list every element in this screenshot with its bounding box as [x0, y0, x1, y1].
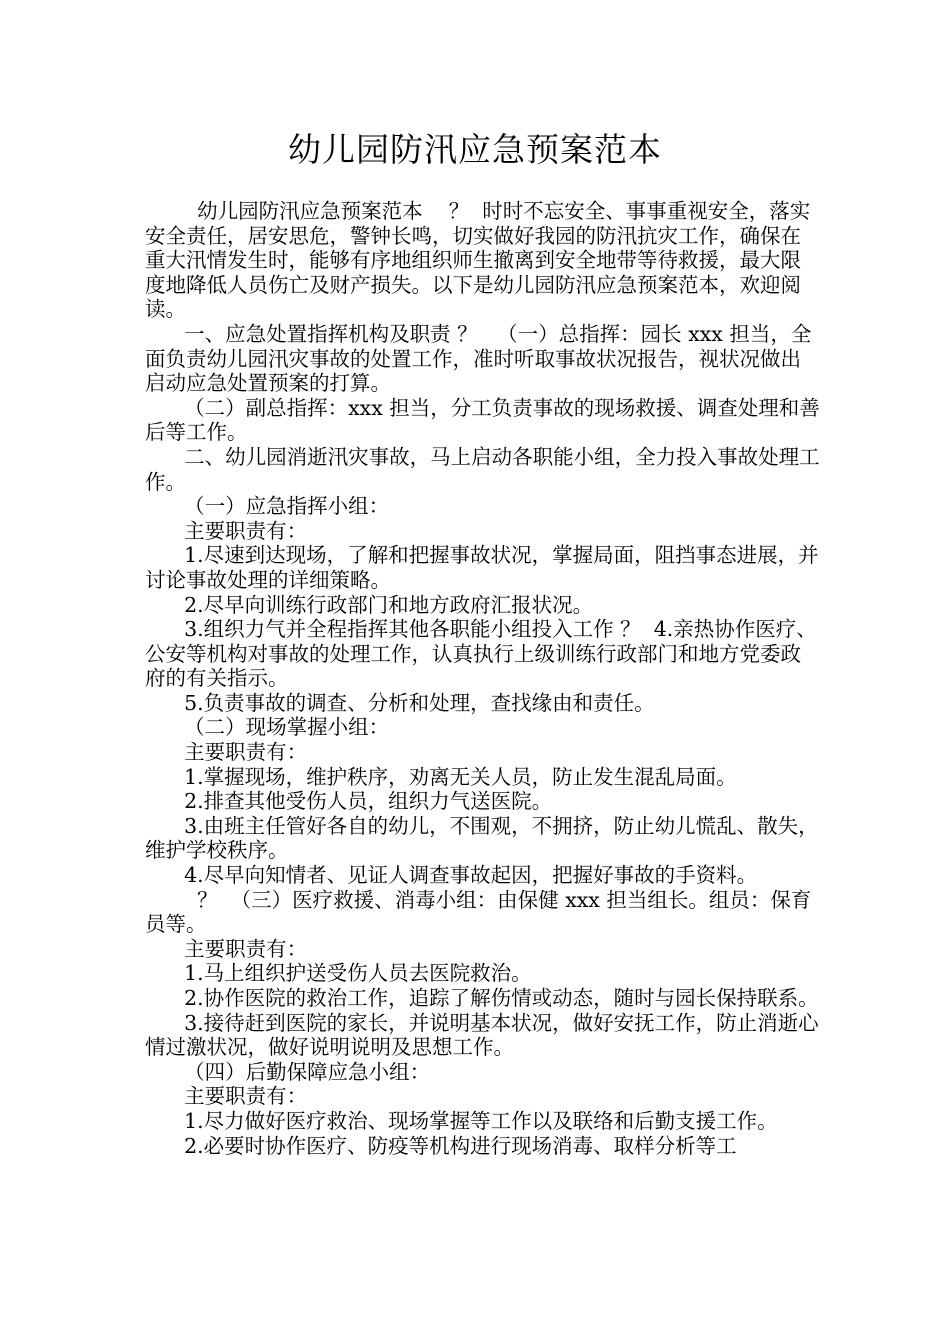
- list-item: 3.由班主任管好各自的幼儿，不围观，不拥挤，防止幼儿慌乱、散失，维护学校秩序。: [145, 813, 819, 863]
- group-four-heading: （四）后勤保障应急小组：: [145, 1059, 431, 1084]
- list-item: 3.接待赶到医院的家长，并说明基本状况，做好安抚工作，防止消逝心情过激状况，做好说明说明及思想工作。: [145, 1010, 819, 1060]
- duties-label: 主要职责有：: [145, 518, 308, 543]
- intro-paragraph: 幼儿园防汛应急预案范本 ？ 时时不忘安全、事事重视安全，落实安全责任，居安思危，警钟长鸣，切实做好我园的防汛抗灾工作，确保在重大汛情发生时，能够有序地组织师生撤离到安全地带等待救援，最大限度地降低人员伤亡及财产损失。以下是幼儿园防汛应急预案范本，欢迎阅读。: [145, 199, 811, 322]
- list-item: 1.掌握现场，维护秩序，劝离无关人员，防止发生混乱局面。: [145, 764, 737, 789]
- list-item: 5.负责事故的调查、分析和处理，查找缘由和责任。: [145, 690, 655, 715]
- group-three-heading: ？ （三）医疗救援、消毒小组：由保健 xxx 担当组长。组员：保育员等。: [145, 887, 812, 937]
- list-item: 2.必要时协作医疗、防疫等机构进行现场消毒、取样分析等工: [145, 1133, 737, 1158]
- section-two-heading: 二、幼儿园消逝汛灾事故，马上启动各职能小组，全力投入事故处理工作。: [145, 444, 820, 494]
- duties-label: 主要职责有：: [145, 936, 308, 961]
- list-item: 3.组织力气并全程指挥其他各职能小组投入工作 ？ 4.亲热协作医疗、公安等机构对事故的处理工作，认真执行上级训练行政部门和地方党委政府的有关指示。: [145, 617, 817, 691]
- section-one-heading: 一、应急处置指挥机构及职责 ？ （一）总指挥：园长 xxx 担当，全面负责幼儿园汛灾事故的处置工作，准时听取事故状况报告，视状况做出启动应急处置预案的打算。: [145, 321, 812, 396]
- group-two-heading: （二）现场掌握小组：: [145, 715, 390, 740]
- list-item: 2.协作医院的救治工作，追踪了解伤情或动态，随时与园长保持联系。: [145, 986, 819, 1010]
- document-body: [145, 199, 820, 1158]
- list-item: 1.尽速到达现场，了解和把握事故状况，掌握局面，阻挡事态进展，并讨论事故处理的详细策略。: [145, 543, 819, 592]
- list-item: 1.尽力做好医疗救治、现场掌握等工作以及联络和后勤支援工作。: [145, 1108, 778, 1133]
- list-item: 4.尽早向知情者、见证人调查事故起因，把握好事故的手资料。: [145, 863, 758, 888]
- document-title: 幼儿园防汛应急预案范本: [288, 130, 662, 169]
- list-item: 2.排查其他受伤人员，组织力气送医院。: [145, 789, 553, 814]
- list-item: 1.马上组织护送受伤人员去医院救治。: [145, 961, 532, 986]
- group-one-heading: （一）应急指挥小组：: [145, 494, 390, 519]
- duties-label: 主要职责有：: [145, 740, 308, 765]
- list-item: 2.尽早向训练行政部门和地方政府汇报状况。: [145, 592, 594, 617]
- duties-label: 主要职责有：: [145, 1084, 308, 1109]
- deputy-commander-paragraph: （二）副总指挥：xxx 担当，分工负责事故的现场救援、调查处理和善后等工作。: [145, 395, 820, 445]
